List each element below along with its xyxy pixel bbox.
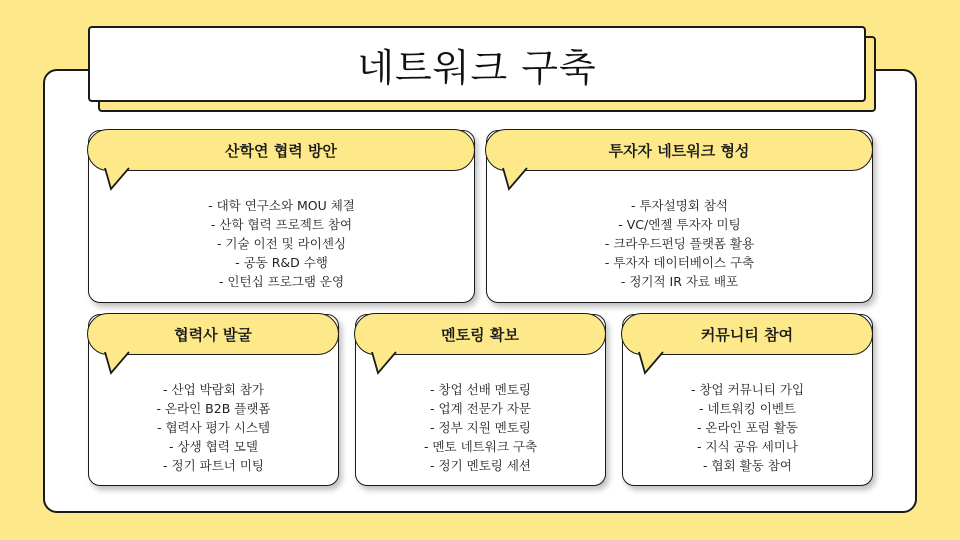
card-list <box>487 185 872 302</box>
card-heading: 협력사 발굴 <box>174 325 252 344</box>
list-item: - 창업 커뮤니티 가입 <box>690 381 805 397</box>
card-heading: 커뮤니티 참여 <box>700 325 794 344</box>
list-item: - 업계 전문가 자문 <box>430 400 531 416</box>
card-heading: 투자자 네트워크 형성 <box>608 141 750 160</box>
list-item: - 정기적 IR 자료 배포 <box>620 274 739 289</box>
card-investor-network <box>486 130 873 303</box>
list-item: - 협회 활동 참여 <box>703 457 792 473</box>
list-item: - 인턴십 프로그램 운영 <box>218 274 345 289</box>
card-heading-bubble <box>354 313 606 355</box>
card-community <box>622 314 873 486</box>
card-heading-bubble <box>485 129 873 171</box>
list-item: - 투자설명회 참석 <box>631 198 728 213</box>
list-item: - 공동 R&D 수행 <box>235 255 328 270</box>
card-heading: 멘토링 확보 <box>441 325 519 344</box>
card-heading-bubble <box>621 313 873 355</box>
card-list <box>89 369 338 485</box>
list-item: - 산업 박람회 참가 <box>163 381 264 397</box>
list-item: - 상생 협력 모델 <box>169 438 258 454</box>
card-academia-collaboration <box>88 130 475 303</box>
list-item: - 지식 공유 세미나 <box>697 438 798 454</box>
list-item: - 기술 이전 및 라이센싱 <box>216 236 347 251</box>
card-list <box>623 369 872 485</box>
list-item: - 투자자 데이터베이스 구축 <box>604 255 755 270</box>
list-item: - 정기 멘토링 세션 <box>430 457 531 473</box>
page-title: 네트워크 구축 <box>357 45 597 90</box>
list-item: - 멘토 네트워크 구축 <box>423 438 538 454</box>
list-item: - 정부 지원 멘토링 <box>430 419 531 435</box>
list-item: - 온라인 포럼 활동 <box>697 419 798 435</box>
list-item: - 협력사 평가 시스템 <box>156 419 271 435</box>
list-item: - 산학 협력 프로젝트 참여 <box>210 217 353 232</box>
card-list <box>356 369 605 485</box>
card-heading-bubble <box>87 313 339 355</box>
card-list <box>89 185 474 302</box>
card-mentoring <box>355 314 606 486</box>
list-item: - 온라인 B2B 플랫폼 <box>156 400 271 416</box>
list-item: - 네트워킹 이벤트 <box>699 400 796 416</box>
card-heading: 산학연 협력 방안 <box>225 141 337 160</box>
list-item: - VC/엔젤 투자자 미팅 <box>618 217 741 232</box>
list-item: - 크라우드펀딩 플랫폼 활용 <box>604 236 755 251</box>
card-heading-bubble <box>87 129 475 171</box>
list-item: - 창업 선배 멘토링 <box>430 381 531 397</box>
list-item: - 정기 파트너 미팅 <box>163 457 264 473</box>
title-box <box>88 26 866 102</box>
card-partner-discovery <box>88 314 339 486</box>
list-item: - 대학 연구소와 MOU 체결 <box>208 198 355 213</box>
